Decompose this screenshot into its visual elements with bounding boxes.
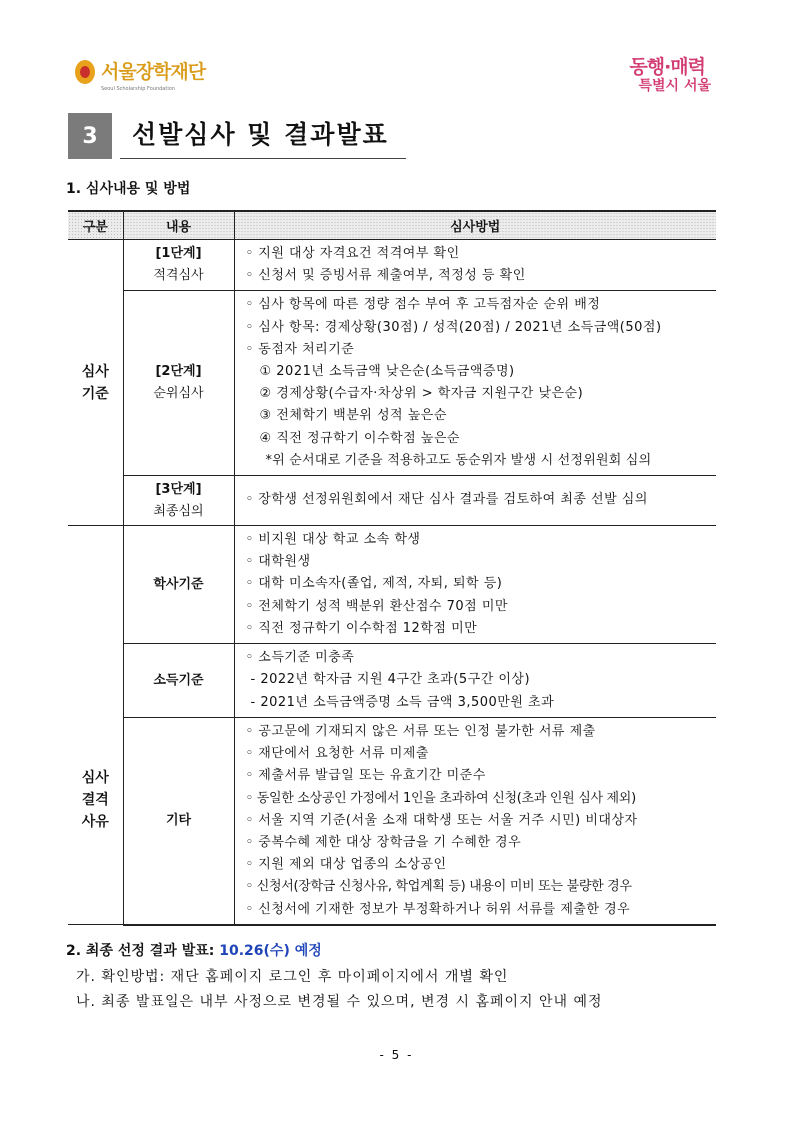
announcement-date: 10.26(수) 예정: [219, 943, 322, 959]
page-number: - 5 -: [379, 1048, 414, 1062]
foundation-logo-text: 서울장학재단: [101, 61, 206, 83]
step1-method: ◦ 지원 대상 자격요건 적격여부 확인 ◦ 신청서 및 증빙서류 제출여부, 적정성 등 확인: [234, 240, 716, 291]
subsection-1-title: 1. 심사내용 및 방법: [66, 181, 191, 197]
table-row: [68, 476, 716, 526]
screening-criteria-table: [68, 210, 716, 926]
city-slogan-line2: 특별시 서울: [638, 78, 711, 94]
table-row: [68, 291, 716, 476]
academic-criteria-cell: 학사기준: [123, 526, 234, 644]
announcement-item-a: 가. 확인방법: 재단 홈페이지 로그인 후 마이페이지에서 개별 확인: [76, 969, 509, 985]
table-row: [68, 644, 716, 718]
table-row: [68, 718, 716, 925]
section-title-underline: [120, 158, 406, 159]
income-criteria-cell: 소득기준: [123, 644, 234, 718]
header-content: 내용: [123, 211, 234, 240]
other-criteria-method: ◦ 공고문에 기재되지 않은 서류 또는 인정 불가한 서류 제출 ◦ 재단에서 요청한 서류 미제출 ◦ 제출서류 발급일 또는 유효기간 미준수 ◦ 동일한 소상공인 가정에서 1인을 초과하여 신청(초과 인원 심사 제외) ◦ 서울 지역 기준(서울 소재 대학생 또는 서울 거주 시민) 비대상자 ◦ 중복수혜 제한 대상 장학금을 기 수혜한 경우 ◦ 지원 제외 대상 업종의 소상공인 ◦ 신청서(장학금 신청사유, 학업계획 등) 내용이 미비 또는 불량한 경우 ◦ 신청서에 기재한 정보가 부정확하거나 허위 서류를 제출한 경우: [234, 718, 716, 925]
step2-cell: [2단계] 순위심사: [123, 291, 234, 476]
section-title: 선발심사 및 결과발표: [132, 120, 389, 149]
subsection-2-title: 2. 최종 선정 결과 발표: 10.26(수) 예정: [66, 943, 322, 959]
group-label-disqualification: 심사 결격 사유: [68, 526, 123, 925]
table-row: [68, 240, 716, 291]
header-method: 심사방법: [234, 211, 716, 240]
header-category: 구분: [68, 211, 123, 240]
step3-cell: [3단계] 최종심의: [123, 476, 234, 526]
city-slogan-line1: 동행·매력: [629, 56, 705, 78]
other-criteria-cell: 기타: [123, 718, 234, 925]
group-label-criteria: 심사 기준: [68, 240, 123, 526]
seoul-city-slogan-logo: [629, 56, 711, 94]
table-row: [68, 526, 716, 644]
step1-cell: [1단계] 적격심사: [123, 240, 234, 291]
seoul-scholarship-logo: [75, 60, 206, 92]
step3-method: ◦ 장학생 선정위원회에서 재단 심사 결과를 검토하여 최종 선발 심의: [234, 476, 716, 526]
foundation-seal-icon: [75, 60, 95, 84]
foundation-logo-subtext: Seoul Scholarship Foundation: [101, 86, 175, 92]
announcement-item-b: 나. 최종 발표일은 내부 사정으로 변경될 수 있으며, 변경 시 홈페이지 안내 예정: [76, 994, 603, 1010]
step2-method: ◦ 심사 항목에 따른 정량 점수 부여 후 고득점자순 순위 배정 ◦ 심사 항목: 경제상황(30점) / 성적(20점) / 2021년 소득금액(50점) ◦ 동점자 처리기준 ① 2021년 소득금액 낮은순(소득금액증명) ② 경제상황(수급자·차상위 > 학자금 지원구간 낮은순) ③ 전체학기 백분위 성적 높은순 ④ 직전 정규학기 이수학점 높은순 *위 순서대로 기준을 적용하고도 동순위자 발생 시 선정위원회 심의: [234, 291, 716, 476]
section-number-badge: 3: [68, 113, 112, 159]
income-criteria-method: ◦ 소득기준 미충족 - 2022년 학자금 지원 4구간 초과(5구간 이상) - 2021년 소득금액증명 소득 금액 3,500만원 초과: [234, 644, 716, 718]
table-header-row: [68, 211, 716, 240]
academic-criteria-method: ◦ 비지원 대상 학교 소속 학생 ◦ 대학원생 ◦ 대학 미소속자(졸업, 제적, 자퇴, 퇴학 등) ◦ 전체학기 성적 백분위 환산점수 70점 미만 ◦ 직전 정규학기 이수학점 12학점 미만: [234, 526, 716, 644]
